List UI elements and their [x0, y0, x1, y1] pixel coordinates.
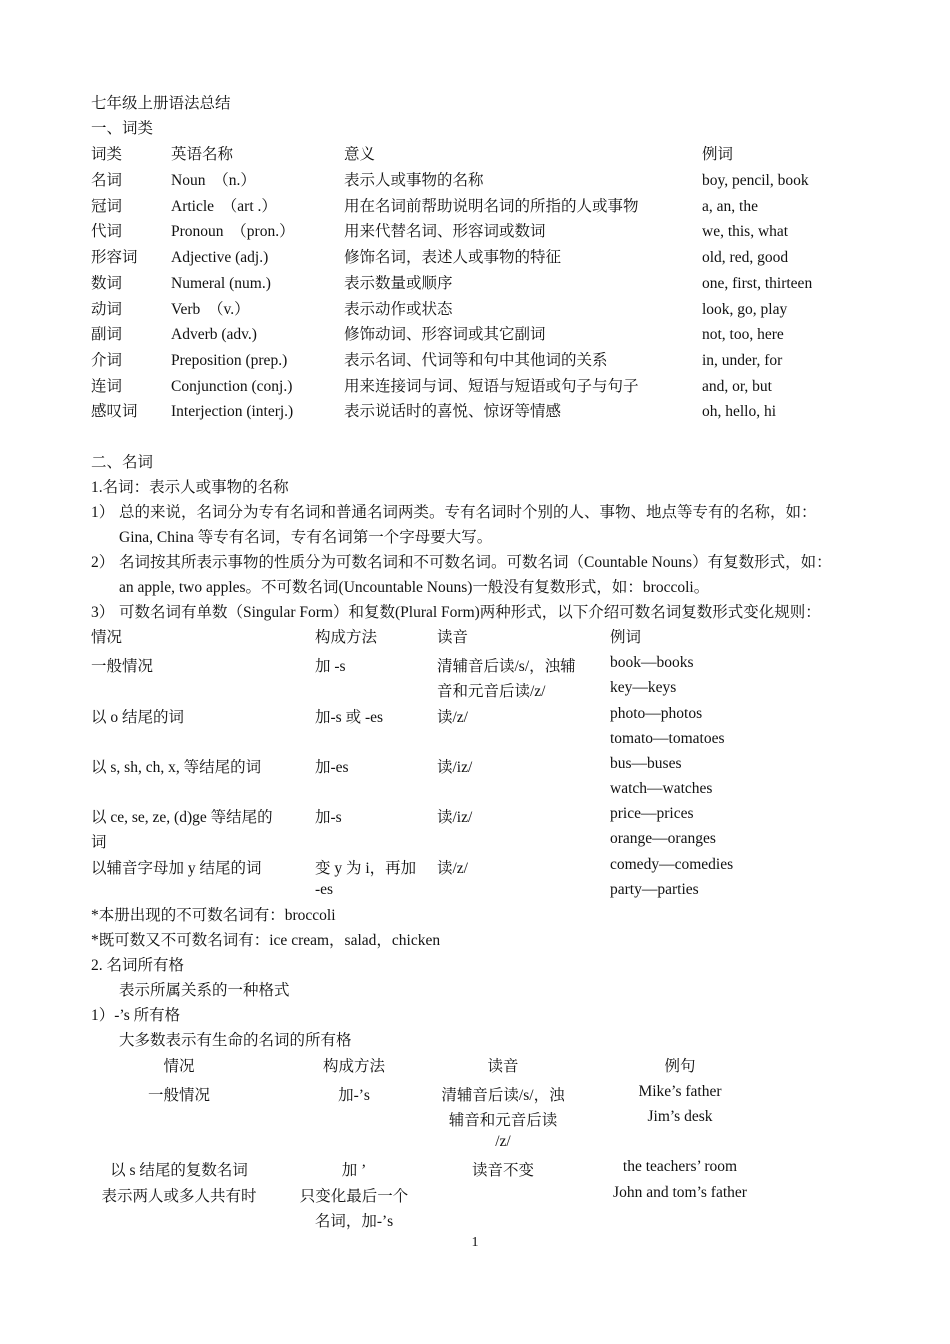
header-cell: 英语名称 [171, 146, 234, 163]
table-cell: tomato—tomatoes [610, 730, 725, 747]
table-cell: 读/z/ [437, 860, 468, 877]
table-header-row [0, 1057, 950, 1083]
table-row [0, 402, 950, 428]
table-row [0, 377, 950, 403]
header-cell: 构成方法 [322, 1058, 385, 1075]
table-cell: Noun （n.） [171, 172, 256, 189]
table-cell: Numeral (num.) [171, 275, 271, 292]
table-cell: old, red, good [702, 249, 789, 266]
header-cell: 情况 [163, 1058, 195, 1075]
table-cell: Conjunction (conj.) [171, 378, 293, 395]
table-cell: 读/z/ [437, 709, 468, 726]
table-cell: 只变化最后一个 [299, 1188, 409, 1205]
table-cell: -es [315, 881, 334, 898]
table-cell: 介词 [91, 352, 123, 369]
table-cell: 表示数量或顺序 [344, 275, 453, 292]
header-cell: 词类 [91, 146, 123, 163]
table-cell: oh, hello, hi [702, 403, 777, 420]
table-cell: Preposition (prep.) [171, 352, 288, 369]
document-title: 七年级上册语法总结 [91, 95, 231, 112]
table-row [0, 325, 950, 351]
paragraph-text: 名词按其所表示事物的性质分为可数名词和不可数名词。可数名词（Countable Nouns）有复数形式，如： [119, 554, 832, 571]
table-cell: Adjective (adj.) [171, 249, 269, 266]
table-cell: 词 [91, 834, 107, 851]
table-cell: comedy—comedies [610, 856, 734, 873]
table-cell: 用来代替名词、形容词或数词 [344, 223, 546, 240]
table-cell: Verb （v.） [171, 301, 250, 318]
paragraph-text: Gina, China 等专有名词，专有名词第一个字母要大写。 [119, 529, 493, 546]
table-cell: the teachers’ room [622, 1158, 738, 1175]
table-cell: book—books [610, 654, 694, 671]
possessive-subdescription: 大多数表示有生命的名词的所有格 [119, 1032, 352, 1049]
table-row [0, 248, 950, 274]
table-cell: 表示动作或状态 [344, 301, 453, 318]
table-cell: 形容词 [91, 249, 138, 266]
table-cell: and, or, but [702, 378, 772, 395]
table-header-row [0, 628, 950, 654]
table-cell: 加-s 或 -es [315, 709, 384, 726]
table-cell: 表示说话时的喜悦、惊讶等情感 [344, 403, 562, 420]
table-cell: /z/ [495, 1133, 511, 1150]
table-cell: we, this, what [702, 223, 789, 240]
table-row [0, 171, 950, 197]
table-cell: 读/iz/ [437, 759, 473, 776]
header-cell: 例句 [664, 1058, 696, 1075]
table-cell: John and tom’s father [613, 1184, 747, 1201]
table-cell: 读音不变 [471, 1162, 534, 1179]
table-cell: 修饰动词、形容词或其它副词 [344, 326, 546, 343]
table-cell: 表示人或事物的名称 [344, 172, 484, 189]
table-cell: 冠词 [91, 198, 123, 215]
paragraph-number: 1） [91, 504, 115, 521]
header-cell: 情况 [91, 629, 123, 646]
paragraph-number: 3） [91, 604, 115, 621]
table-cell: Article （art .） [171, 198, 277, 215]
table-row [0, 274, 950, 300]
table-cell: 音和元音后读/z/ [437, 683, 546, 700]
table-cell: 感叹词 [91, 403, 138, 420]
table-cell: a, an, the [702, 198, 758, 215]
table-cell: bus—buses [610, 755, 682, 772]
table-cell: 以 s 结尾的复数名词 [110, 1162, 248, 1179]
table-cell: look, go, play [702, 301, 788, 318]
table-cell: Adverb (adv.) [171, 326, 257, 343]
table-cell: 加 -s [315, 658, 346, 675]
table-cell: 用来连接词与词、短语与短语或句子与句子 [344, 378, 639, 395]
paragraph-text: an apple, two apples。不可数名词(Uncountable Nouns)一般没有复数形式，如：broccoli。 [119, 579, 710, 596]
table-cell: 辅音和元音后读 [448, 1112, 558, 1129]
table-cell: 连词 [91, 378, 123, 395]
table-header-row [0, 145, 950, 171]
table-cell: photo—photos [610, 705, 703, 722]
table-cell: party—parties [610, 881, 699, 898]
table-cell: 动词 [91, 301, 123, 318]
possessive-description: 表示所属关系的一种格式 [119, 982, 290, 999]
table-cell: in, under, for [702, 352, 783, 369]
header-cell: 读音 [487, 1058, 519, 1075]
header-cell: 构成方法 [315, 629, 378, 646]
table-cell: watch—watches [610, 780, 713, 797]
table-cell: 以辅音字母加 y 结尾的词 [91, 860, 262, 877]
table-cell: one, first, thirteen [702, 275, 813, 292]
table-cell: 一般情况 [147, 1087, 210, 1104]
table-cell: 加-s [315, 809, 342, 826]
table-cell: 表示名词、代词等和句中其他词的关系 [344, 352, 608, 369]
table-cell: 名词 [91, 172, 123, 189]
table-cell: 加-’s [338, 1087, 370, 1104]
noun-definition: 1.名词：表示人或事物的名称 [91, 479, 289, 496]
table-cell: 加 ’ [341, 1162, 367, 1179]
table-cell: 清辅音后读/s/，浊 [441, 1087, 565, 1104]
table-row [0, 197, 950, 223]
possessive-subheading: 1）-’s 所有格 [91, 1007, 181, 1024]
section1-heading: 一、词类 [91, 120, 154, 137]
table-cell: 修饰名词，表述人或事物的特征 [344, 249, 562, 266]
table-cell: key—keys [610, 679, 677, 696]
table-cell: 用在名词前帮助说明名词的所指的人或事物 [344, 198, 639, 215]
table-cell: 以 s, sh, ch, x, 等结尾的词 [91, 759, 262, 776]
table-cell: 以 ce, se, ze, (d)ge 等结尾的 [91, 809, 273, 826]
table-cell: 代词 [91, 223, 123, 240]
table-cell: 数词 [91, 275, 123, 292]
possessive-heading: 2. 名词所有格 [91, 957, 185, 974]
section2-heading: 二、名词 [91, 454, 154, 471]
table-cell: 副词 [91, 326, 123, 343]
header-cell: 例词 [702, 146, 734, 163]
table-cell: Mike’s father [638, 1083, 722, 1100]
note-uncountable: *本册出现的不可数名词有：broccoli [91, 907, 336, 924]
table-cell: 变 y 为 i，再加 [315, 860, 417, 877]
table-cell: price—prices [610, 805, 694, 822]
paragraph-text: 可数名词有单数（Singular Form）和复数(Plural Form)两种形式，以下介绍可数名词复数形式变化规则： [119, 604, 821, 621]
table-row [0, 222, 950, 248]
table-cell: 清辅音后读/s/，浊辅 [437, 658, 576, 675]
table-cell: 名词，加-’s [314, 1213, 394, 1230]
header-cell: 读音 [437, 629, 469, 646]
note-both: *既可数又不可数名词有：ice cream，salad，chicken [91, 932, 441, 949]
header-cell: 例词 [610, 629, 642, 646]
paragraph-text: 总的来说，名词分为专有名词和普通名词两类。专有名词时个别的人、事物、地点等专有的名称，如： [119, 504, 817, 521]
table-cell: 加-es [315, 759, 349, 776]
page-number: 1 [471, 1235, 479, 1250]
table-cell: orange—oranges [610, 830, 716, 847]
header-cell: 意义 [344, 146, 376, 163]
table-cell: 读/iz/ [437, 809, 473, 826]
table-row [0, 300, 950, 326]
table-cell: boy, pencil, book [702, 172, 809, 189]
table-row [0, 351, 950, 377]
paragraph-number: 2） [91, 554, 115, 571]
table-cell: 一般情况 [91, 658, 154, 675]
table-cell: 以 o 结尾的词 [91, 709, 185, 726]
table-cell: Pronoun （pron.） [171, 223, 295, 240]
table-cell: Interjection (interj.) [171, 403, 294, 420]
table-cell: not, too, here [702, 326, 784, 343]
table-cell: 表示两人或多人共有时 [101, 1188, 257, 1205]
table-cell: Jim’s desk [647, 1108, 713, 1125]
